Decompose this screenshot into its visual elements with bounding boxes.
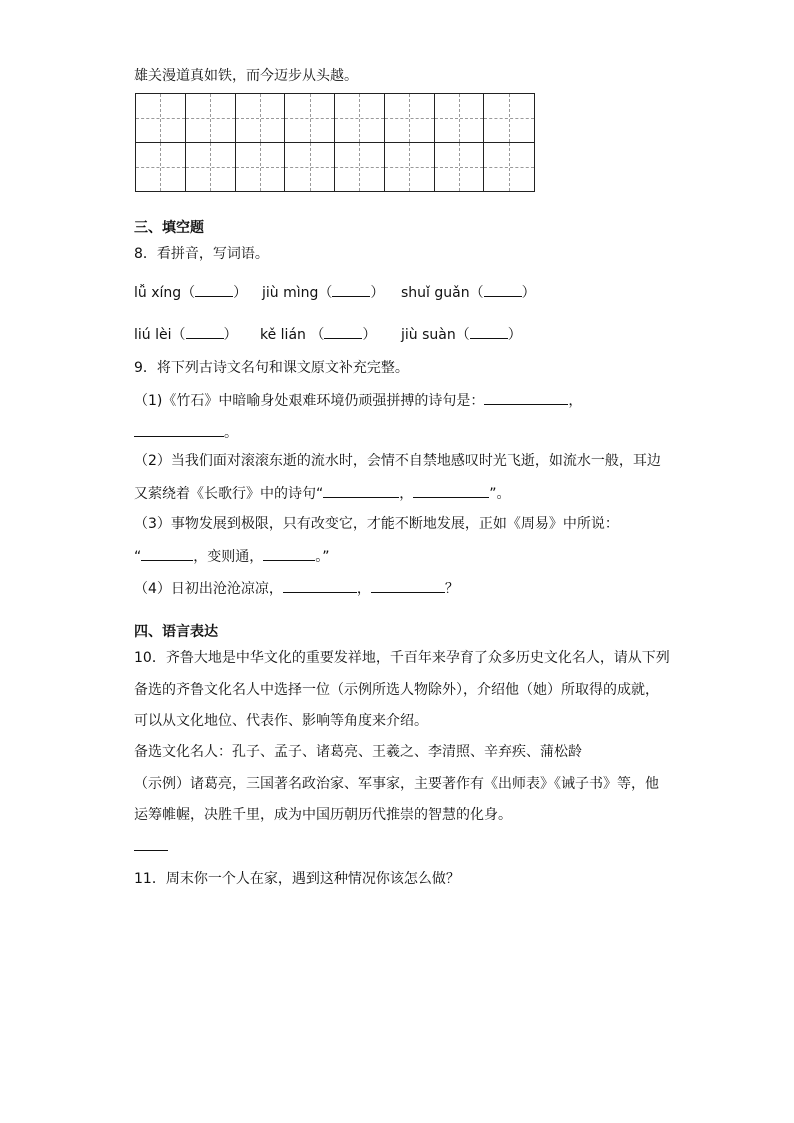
answer-blank[interactable] xyxy=(195,282,233,297)
section-heading: 四、语言表达 xyxy=(134,624,218,640)
grid-cell[interactable] xyxy=(285,143,335,192)
punctuation: ”。 xyxy=(489,486,511,502)
answer-blank[interactable] xyxy=(371,578,445,593)
punctuation: ？ xyxy=(444,581,459,597)
pinyin-item: kě lián （ ） xyxy=(260,324,376,344)
pinyin-item: jiù suàn（ ） xyxy=(401,324,522,344)
q10-line: 10．齐鲁大地是中华文化的重要发祥地，千百年来孕育了众多历史文化名人，请从下列 xyxy=(134,650,670,666)
answer-blank[interactable] xyxy=(186,324,224,339)
grid-cell[interactable] xyxy=(236,94,286,143)
answer-blank[interactable] xyxy=(134,422,224,437)
pinyin-text: jiù suàn xyxy=(401,327,456,343)
pinyin-text: lǚ xíng xyxy=(134,285,182,301)
grid-cell[interactable] xyxy=(435,143,485,192)
grid-cell[interactable] xyxy=(385,143,435,192)
answer-line[interactable] xyxy=(134,850,168,851)
answer-blank[interactable] xyxy=(470,324,508,339)
q9-part3-line2 xyxy=(134,546,330,566)
answer-blank[interactable] xyxy=(413,483,489,498)
grid-cell[interactable] xyxy=(435,94,485,143)
q9-part2-text: 又萦绕着《长歌行》中的诗句“ xyxy=(134,486,324,502)
grid-cell[interactable] xyxy=(136,94,186,143)
grid-cell[interactable] xyxy=(335,94,385,143)
answer-blank[interactable] xyxy=(484,390,568,405)
q10-line: （示例）诸葛亮，三国著名政治家、军事家，主要著作有《出师表》《诫子书》等，他 xyxy=(134,776,659,792)
answer-blank[interactable] xyxy=(324,324,362,339)
q9-part3-line1: （3）事物发展到极限，只有改变它，才能不断地发展，正如《周易》中所说： xyxy=(134,516,619,532)
question-stem: 8．看拼音，写词语。 xyxy=(134,246,269,262)
pinyin-text: jiù mìng xyxy=(262,285,319,301)
pinyin-item: jiù mìng（ ） xyxy=(262,282,384,302)
q10-line: 备选的齐鲁文化名人中选择一位（示例所选人物除外），介绍他（她）所取得的成就， xyxy=(134,682,659,698)
question-stem: 11．周末你一个人在家，遇到这种情况你该怎么做？ xyxy=(134,871,460,887)
grid-cell[interactable] xyxy=(236,143,286,192)
q10-line: 可以从文化地位、代表作、影响等角度来介绍。 xyxy=(134,713,428,729)
grid-cell[interactable] xyxy=(136,143,186,192)
q9-part1-text: （1)《竹石》中暗喻身处艰难环境仍顽强拼搏的诗句是： xyxy=(134,393,485,409)
punctuation: “ xyxy=(134,549,142,565)
answer-blank[interactable] xyxy=(263,546,315,561)
answer-blank[interactable] xyxy=(283,578,357,593)
grid-cell[interactable] xyxy=(484,94,534,143)
q9-part2-line1: （2）当我们面对滚滚东逝的流水时，会情不自禁地感叹时光飞逝，如流水一般，耳边 xyxy=(134,453,661,469)
answer-blank[interactable] xyxy=(323,483,399,498)
q9-part4-text: （4）日初出沧沧凉凉， xyxy=(134,581,283,597)
answer-blank[interactable] xyxy=(141,546,193,561)
q9-part1-line1 xyxy=(134,390,582,410)
writing-grid[interactable] xyxy=(135,93,535,192)
q9-part4-line xyxy=(134,578,459,598)
answer-blank[interactable] xyxy=(332,282,370,297)
q9-part1-line2 xyxy=(134,422,238,442)
pinyin-text: liú lèi xyxy=(134,327,172,343)
poem-line: 雄关漫道真如铁，而今迈步从头越。 xyxy=(134,68,358,84)
question-stem: 9．将下列古诗文名句和课文原文补充完整。 xyxy=(134,360,409,376)
punctuation: ， xyxy=(399,486,414,502)
grid-cell[interactable] xyxy=(335,143,385,192)
pinyin-item: shuǐ guǎn（ ） xyxy=(401,282,536,302)
grid-cell[interactable] xyxy=(285,94,335,143)
q10-line: 运筹帷幄，决胜千里，成为中国历朝历代推崇的智慧的化身。 xyxy=(134,807,512,823)
pinyin-item: liú lèi（ ） xyxy=(134,324,238,344)
grid-cell[interactable] xyxy=(385,94,435,143)
punctuation: ， xyxy=(356,581,371,597)
punctuation: 。” xyxy=(315,549,330,565)
pinyin-text: shuǐ guǎn xyxy=(401,285,470,301)
grid-cell[interactable] xyxy=(484,143,534,192)
punctuation: ， xyxy=(568,393,583,409)
pinyin-text: kě lián xyxy=(260,327,306,343)
grid-cell[interactable] xyxy=(186,143,236,192)
punctuation: 。 xyxy=(224,425,238,441)
answer-blank[interactable] xyxy=(484,282,522,297)
q9-part2-line2 xyxy=(134,483,511,503)
grid-cell[interactable] xyxy=(186,94,236,143)
q9-part3-text: ，变则通， xyxy=(193,549,264,565)
pinyin-item: lǚ xíng（ ） xyxy=(134,282,247,302)
section-heading: 三、填空题 xyxy=(134,220,204,236)
q10-line: 备选文化名人：孔子、孟子、诸葛亮、王羲之、李清照、辛弃疾、蒲松龄 xyxy=(134,744,582,760)
